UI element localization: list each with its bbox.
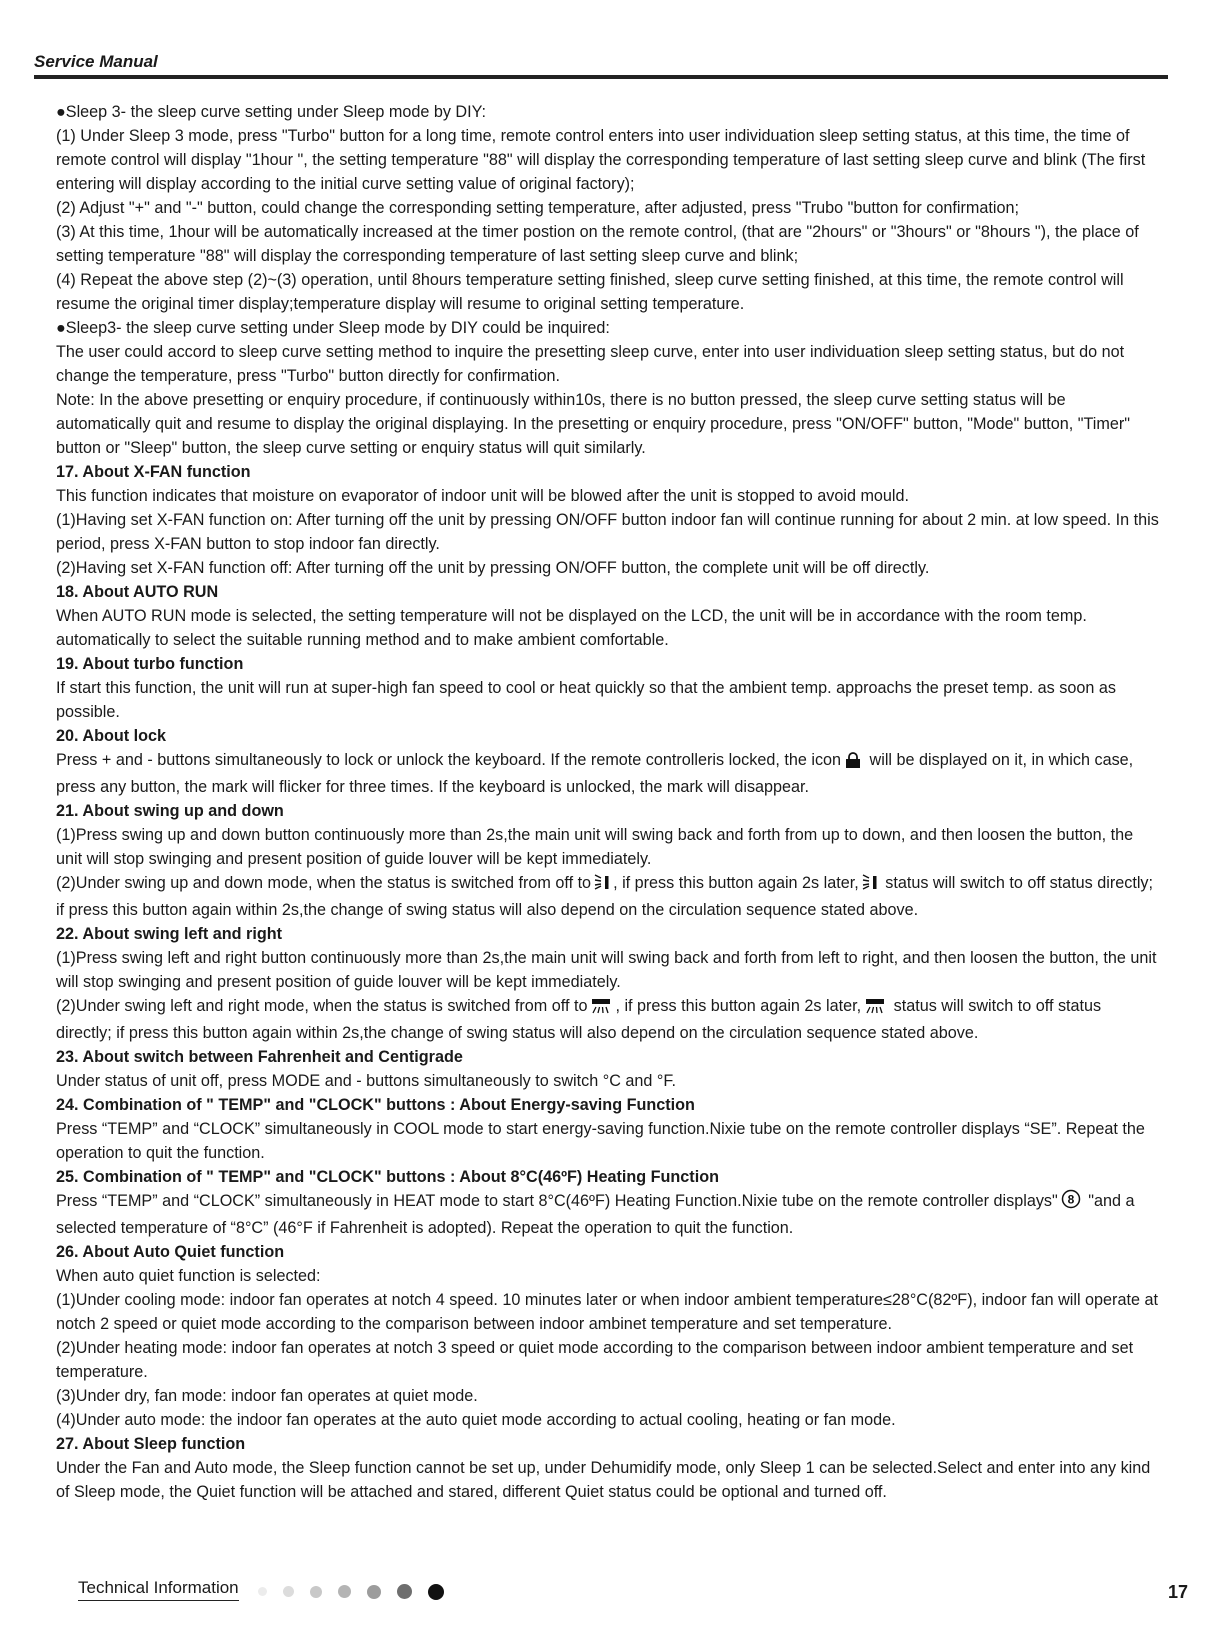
footer-dot — [397, 1584, 412, 1599]
body-paragraph: (2)Under heating mode: indoor fan operates at notch 3 speed or quiet mode according to the comparison between indoor ambient temperature and set temperature. — [56, 1339, 1134, 1381]
body-paragraph: ●Sleep 3- the sleep curve setting under Sleep mode by DIY: — [56, 103, 487, 121]
body-paragraph: (4)Under auto mode: the indoor fan operates at the auto quiet mode according to actual cooling, heating or fan mode. — [56, 1411, 896, 1429]
body-paragraph: (3)Under dry, fan mode: indoor fan operates at quiet mode. — [56, 1387, 478, 1405]
body-paragraph: If start this function, the unit will run at super-high fan speed to cool or heat quickly so that the ambient temp. approachs the preset temp. as soon as possible. — [56, 679, 1116, 721]
manual-body — [56, 100, 1161, 1504]
body-paragraph: Under status of unit off, press MODE and - buttons simultaneously to switch °C and °F. — [56, 1072, 676, 1090]
text-run: Press + and - buttons simultaneously to lock or unlock the keyboard. If the remote controlleris locked, the icon — [56, 751, 842, 769]
text-run: (2)Under swing left and right mode, when the status is switched from off to — [56, 997, 588, 1015]
swing-updown-icon — [594, 873, 610, 898]
footer-dot — [367, 1585, 381, 1599]
swing-updown-icon — [862, 873, 878, 898]
body-paragraph: Under the Fan and Auto mode, the Sleep function cannot be set up, under Dehumidify mode, only Sleep 1 can be selected.Select and enter into any kind of Sleep mode, the Quiet function will be attached and stared, different Quiet status could be optional and turned off. — [56, 1459, 1151, 1501]
heating-8c-icon — [1061, 1189, 1081, 1216]
footer-dot — [428, 1584, 444, 1600]
body-paragraph: (1)Press swing up and down button continuously more than 2s,the main unit will swing back and forth from up to down, and then loosen the button, the unit will stop swinging and present position of guide louver will be kept immediately. — [56, 826, 1134, 868]
body-paragraph — [56, 1189, 1161, 1240]
swing-leftright-icon — [864, 997, 886, 1021]
header-title: Service Manual — [34, 52, 158, 71]
body-paragraph: Note: In the above presetting or enquiry procedure, if continuously within10s, there is no button pressed, the sleep curve setting status will be automatically quit and resume to display the original displaying. In the presetting or enquiry procedure, press "ON/OFF" button, "Mode" button, "Timer" button or "Sleep" button, the sleep curve setting or enquiry status will quit similarly. — [56, 391, 1131, 457]
body-paragraph: ●Sleep3- the sleep curve setting under Sleep mode by DIY could be inquired: — [56, 319, 610, 337]
body-paragraph: When AUTO RUN mode is selected, the setting temperature will not be displayed on the LCD, the unit will be in accordance with the room temp. automatically to select the suitable running method and to make ambient comfortable. — [56, 607, 1087, 649]
text-run: status will switch to off status directly; if press this button again within 2s,the change of swing status will also depend on the circulation sequence stated above. — [56, 997, 1102, 1042]
body-paragraph — [56, 871, 1161, 922]
body-paragraph: (2)Having set X-FAN function off: After turning off the unit by pressing ON/OFF button, the complete unit will be off directly. — [56, 559, 930, 577]
section-heading: 24. Combination of " TEMP" and "CLOCK" buttons : About Energy-saving Function — [56, 1096, 695, 1114]
text-run: Press “TEMP” and “CLOCK” simultaneously in HEAT mode to start 8°C(46ºF) Heating Function.Nixie tube on the remote controller displays" — [56, 1192, 1058, 1210]
body-paragraph: (1)Press swing left and right button continuously more than 2s,the main unit will swing back and forth from left to right, and then loosen the button, the unit will stop swinging and present position of guide louver will be kept immediately. — [56, 949, 1157, 991]
body-paragraph: This function indicates that moisture on evaporator of indoor unit will be blowed after the unit is stopped to avoid mould. — [56, 487, 910, 505]
footer-section-label: Technical Information — [78, 1578, 239, 1601]
page-header — [34, 52, 1168, 79]
body-paragraph: When auto quiet function is selected: — [56, 1267, 321, 1285]
body-paragraph: (1)Under cooling mode: indoor fan operates at notch 4 speed. 10 minutes later or when indoor ambient temperature≤28°C(82ºF), indoor fan will operate at notch 2 speed or quiet mode according to the comparison between indoor ambinet temperature and set temperature. — [56, 1291, 1158, 1333]
section-heading: 17. About X-FAN function — [56, 463, 251, 481]
page-footer — [78, 1578, 1188, 1608]
section-heading: 18. About AUTO RUN — [56, 583, 219, 601]
text-run: will be displayed on it, in which case, press any button, the mark will flicker for three times. If the keyboard is unlocked, the mark will disappear. — [56, 751, 1134, 796]
body-paragraph: The user could accord to sleep curve setting method to inquire the presetting sleep curve, enter into user individuation sleep setting status, but do not change the temperature, press "Turbo" button directly for confirmation. — [56, 343, 1125, 385]
body-paragraph: (1) Under Sleep 3 mode, press "Turbo" button for a long time, remote control enters into user individuation sleep setting status, at this time, the time of remote control will display "1hour ", the setting temperature "88" will display the corresponding temperature of last setting sleep curve and blink (The first entering will display according to the initial curve setting value of original factory); — [56, 127, 1146, 193]
text-run: , if press this button again 2s later, — [613, 874, 859, 892]
lock-icon — [844, 751, 862, 775]
footer-progress-dots — [258, 1583, 460, 1601]
swing-leftright-icon — [590, 997, 612, 1021]
text-run: (2)Under swing up and down mode, when the status is switched from off to — [56, 874, 592, 892]
section-heading: 27. About Sleep function — [56, 1435, 246, 1453]
body-paragraph: (1)Having set X-FAN function on: After turning off the unit by pressing ON/OFF button indoor fan will continue running for about 2 min. at low speed. In this period, press X-FAN button to stop indoor fan directly. — [56, 511, 1159, 553]
text-run: , if press this button again 2s later, — [615, 997, 862, 1015]
body-paragraph: (4) Repeat the above step (2)~(3) operation, until 8hours temperature setting finished, sleep curve setting finished, at this time, the remote control will resume the original timer display;temperature display will resume to original setting temperature. — [56, 271, 1124, 313]
body-paragraph: Press “TEMP” and “CLOCK” simultaneously in COOL mode to start energy-saving function.Nixie tube on the remote controller displays “SE”. Repeat the operation to quit the function. — [56, 1120, 1145, 1162]
text-run: "and a selected temperature of “8°C” (46°F if Fahrenheit is adopted). Repeat the operation to quit the function. — [56, 1192, 1135, 1237]
page-number: 17 — [1167, 1582, 1188, 1602]
footer-dot — [310, 1586, 322, 1598]
section-heading: 19. About turbo function — [56, 655, 244, 673]
body-paragraph — [56, 748, 1161, 799]
section-heading: 21. About swing up and down — [56, 802, 284, 820]
footer-dot — [338, 1585, 351, 1598]
text-run: status will switch to off status directly; if press this button again within 2s,the change of swing status will also depend on the circulation sequence stated above. — [56, 874, 1154, 919]
footer-dot — [258, 1587, 267, 1596]
footer-dot — [283, 1586, 294, 1597]
body-paragraph: (3) At this time, 1hour will be automatically increased at the timer postion on the remote control, (that are "2hours" or "3hours" or "8hours "), the place of setting temperature "88" will display the corresponding temperature of last setting sleep curve and blink; — [56, 223, 1139, 265]
section-heading: 25. Combination of " TEMP" and "CLOCK" buttons : About 8°C(46ºF) Heating Function — [56, 1168, 719, 1186]
section-heading: 23. About switch between Fahrenheit and Centigrade — [56, 1048, 463, 1066]
section-heading: 22. About swing left and right — [56, 925, 283, 943]
body-paragraph — [56, 994, 1161, 1045]
svg-text:8: 8 — [1067, 1192, 1075, 1207]
body-paragraph: (2) Adjust "+" and "-" button, could change the corresponding setting temperature, after adjusted, press "Trubo "button for confirmation; — [56, 199, 1019, 217]
section-heading: 20. About lock — [56, 727, 167, 745]
section-heading: 26. About Auto Quiet function — [56, 1243, 285, 1261]
